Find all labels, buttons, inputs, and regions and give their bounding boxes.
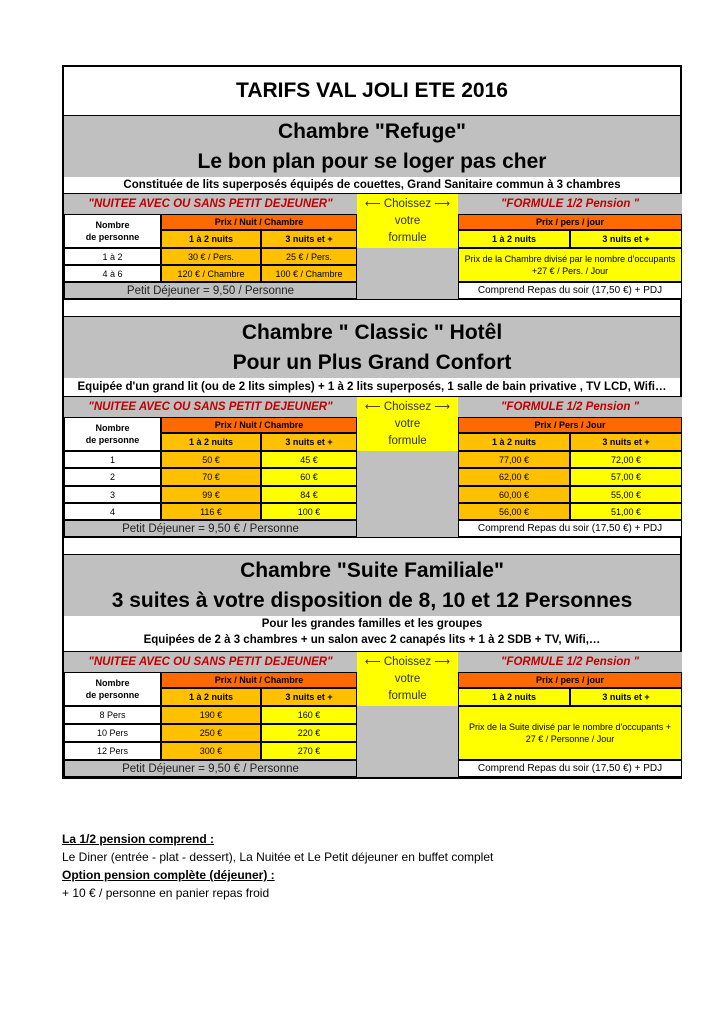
table-cell: 190 € xyxy=(161,706,261,724)
choose-formula xyxy=(357,397,458,451)
col-nombre-l1: Nombre xyxy=(95,678,130,688)
choose-line1: Choissez xyxy=(383,401,432,413)
notes-heading-halfboard: La 1/2 pension comprend : xyxy=(62,832,215,846)
price-head-left: Prix / Nuit / Chambre xyxy=(161,214,357,230)
col-nombre-l2: de personne xyxy=(85,435,140,445)
table-cell: 57,00 € xyxy=(570,468,682,486)
section-refuge xyxy=(64,116,680,299)
arrow-left-icon: ⟵ xyxy=(364,401,381,413)
col-long: 3 nuits et + xyxy=(261,230,357,248)
suite-dinner: Comprend Repas du soir (17,50 €) + PDJ xyxy=(458,760,682,777)
banner-formule: "FORMULE 1/2 Pension " xyxy=(458,194,682,214)
refuge-title: Chambre "Refuge" xyxy=(278,120,466,143)
choose-line3: formule xyxy=(388,232,427,244)
col-nombre xyxy=(64,214,161,248)
col-long: 3 nuits et + xyxy=(261,688,357,706)
refuge-header xyxy=(64,116,680,177)
classic-breakfast: Petit Déjeuner = 9,50 € / Personne xyxy=(64,520,357,537)
section-classic xyxy=(64,317,680,537)
suite-halfboard-note: Prix de la Suite divisé par le nombre d'occupants + 27 € / Personne / Jour xyxy=(458,706,682,760)
suite-title: Chambre "Suite Familiale" xyxy=(240,559,504,582)
col-short: 1 à 2 nuits xyxy=(161,230,261,248)
col-nombre xyxy=(64,417,161,451)
classic-title: Chambre " Classic " Hotêl xyxy=(241,321,503,344)
refuge-halfboard-note: Prix de la Chambre divisé par le nombre d'occupants +27 € / Pers. / Jour xyxy=(458,248,682,282)
choose-line1: Choissez xyxy=(383,656,432,668)
table-row-label: 1 à 2 xyxy=(64,248,161,265)
notes-heading-fullboard: Option pension complète (déjeuner) : xyxy=(62,868,275,882)
choose-line2: votre xyxy=(394,418,421,430)
table-cell: 72,00 € xyxy=(570,451,682,468)
arrow-right-icon: ⟶ xyxy=(434,198,451,210)
refuge-subtitle: Le bon plan pour se loger pas cher xyxy=(197,150,547,173)
divider-cell xyxy=(357,451,458,537)
banner-nuitee: "NUITEE AVEC OU SANS PETIT DEJEUNER" xyxy=(64,397,357,417)
table-cell: 51,00 € xyxy=(570,503,682,520)
table-cell: 300 € xyxy=(161,742,261,760)
choose-formula xyxy=(357,194,458,248)
table-cell: 84 € xyxy=(261,486,357,503)
suite-header xyxy=(64,555,680,616)
col-short: 1 à 2 nuits xyxy=(161,688,261,706)
table-cell: 100 € xyxy=(261,503,357,520)
col-long: 3 nuits et + xyxy=(261,433,357,451)
notes xyxy=(62,830,682,902)
banner-formule: "FORMULE 1/2 Pension " xyxy=(458,397,682,417)
refuge-dinner: Comprend Repas du soir (17,50 €) + PDJ xyxy=(458,282,682,299)
price-head-left: Prix / Nuit / Chambre xyxy=(161,417,357,433)
col-nombre-l2: de personne xyxy=(85,690,140,700)
refuge-breakfast: Petit Déjeuner = 9,50 / Personne xyxy=(64,282,357,299)
col-short-hp: 1 à 2 nuits xyxy=(458,230,570,248)
table-cell: 99 € xyxy=(161,486,261,503)
table-cell: 62,00 € xyxy=(458,468,570,486)
col-long-hp: 3 nuits et + xyxy=(570,433,682,451)
table-cell: 250 € xyxy=(161,724,261,742)
table-cell: 160 € xyxy=(261,706,357,724)
arrow-left-icon: ⟵ xyxy=(364,198,381,210)
spacer xyxy=(64,537,680,555)
table-cell: 270 € xyxy=(261,742,357,760)
banner-nuitee: "NUITEE AVEC OU SANS PETIT DEJEUNER" xyxy=(64,194,357,214)
table-cell: 25 € / Pers. xyxy=(261,248,357,265)
col-short-hp: 1 à 2 nuits xyxy=(458,688,570,706)
col-nombre-l1: Nombre xyxy=(95,220,130,230)
arrow-right-icon: ⟶ xyxy=(434,401,451,413)
table-cell: 120 € / Chambre xyxy=(161,265,261,282)
section-suite xyxy=(64,555,680,777)
table-row-label: 8 Pers xyxy=(64,706,161,724)
table-cell: 55,00 € xyxy=(570,486,682,503)
table-cell: 100 € / Chambre xyxy=(261,265,357,282)
choose-line1: Choissez xyxy=(383,198,432,210)
arrow-right-icon: ⟶ xyxy=(434,656,451,668)
divider-cell xyxy=(357,706,458,777)
col-nombre-l1: Nombre xyxy=(95,423,130,433)
table-row-label: 4 xyxy=(64,503,161,520)
suite-description-2: Equipées de 2 à 3 chambres + un salon avec 2 canapés lits + 1 à 2 SDB + TV, Wifi,… xyxy=(64,632,680,651)
choose-line2: votre xyxy=(394,215,421,227)
col-short-hp: 1 à 2 nuits xyxy=(458,433,570,451)
table-cell: 77,00 € xyxy=(458,451,570,468)
choose-line2: votre xyxy=(394,673,421,685)
table-row-label: 3 xyxy=(64,486,161,503)
table-row-label: 10 Pers xyxy=(64,724,161,742)
col-nombre-l2: de personne xyxy=(85,232,140,242)
choose-line3: formule xyxy=(388,435,427,447)
table-cell: 56,00 € xyxy=(458,503,570,520)
arrow-left-icon: ⟵ xyxy=(364,656,381,668)
table-cell: 60,00 € xyxy=(458,486,570,503)
table-cell: 30 € / Pers. xyxy=(161,248,261,265)
classic-subtitle: Pour un Plus Grand Confort xyxy=(232,351,512,374)
table-row-label: 12 Pers xyxy=(64,742,161,760)
table-cell: 70 € xyxy=(161,468,261,486)
table-cell: 50 € xyxy=(161,451,261,468)
suite-table xyxy=(64,651,680,777)
notes-halfboard-text: Le Diner (entrée - plat - dessert), La Nuitée et Le Petit déjeuner en buffet complet xyxy=(62,850,494,864)
banner-nuitee: "NUITEE AVEC OU SANS PETIT DEJEUNER" xyxy=(64,652,357,672)
suite-breakfast: Petit Déjeuner = 9,50 € / Personne xyxy=(64,760,357,777)
table-cell: 60 € xyxy=(261,468,357,486)
refuge-description: Constituée de lits superposés équipés de couettes, Grand Sanitaire commun à 3 chambres xyxy=(64,177,680,193)
table-row-label: 1 xyxy=(64,451,161,468)
page-title: TARIFS VAL JOLI ETE 2016 xyxy=(64,67,680,116)
col-long-hp: 3 nuits et + xyxy=(570,230,682,248)
price-head-right: Prix / pers / jour xyxy=(458,214,682,230)
choose-formula xyxy=(357,652,458,706)
classic-description: Equipée d'un grand lit (ou de 2 lits simples) + 1 à 2 lits superposés, 1 salle de bain privative , TV LCD, Wifi… xyxy=(64,378,680,396)
classic-dinner: Comprend Repas du soir (17,50 €) + PDJ xyxy=(458,520,682,537)
choose-line3: formule xyxy=(388,690,427,702)
classic-header xyxy=(64,317,680,378)
notes-fullboard-text: + 10 € / personne en panier repas froid xyxy=(62,886,270,900)
table-row-label: 2 xyxy=(64,468,161,486)
price-head-right: Prix / Pers / Jour xyxy=(458,417,682,433)
suite-description-1: Pour les grandes familles et les groupes xyxy=(64,616,680,632)
price-head-right: Prix / pers / jour xyxy=(458,672,682,688)
suite-subtitle: 3 suites à votre disposition de 8, 10 et 12 Personnes xyxy=(111,589,633,612)
spacer xyxy=(64,299,680,317)
divider-cell xyxy=(357,248,458,299)
col-nombre xyxy=(64,672,161,706)
price-head-left: Prix / Nuit / Chambre xyxy=(161,672,357,688)
table-cell: 45 € xyxy=(261,451,357,468)
table-cell: 220 € xyxy=(261,724,357,742)
col-long-hp: 3 nuits et + xyxy=(570,688,682,706)
classic-table xyxy=(64,396,680,537)
table-cell: 116 € xyxy=(161,503,261,520)
refuge-table xyxy=(64,193,680,299)
banner-formule: "FORMULE 1/2 Pension " xyxy=(458,652,682,672)
tariff-sheet xyxy=(62,65,682,779)
col-short: 1 à 2 nuits xyxy=(161,433,261,451)
table-row-label: 4 à 6 xyxy=(64,265,161,282)
